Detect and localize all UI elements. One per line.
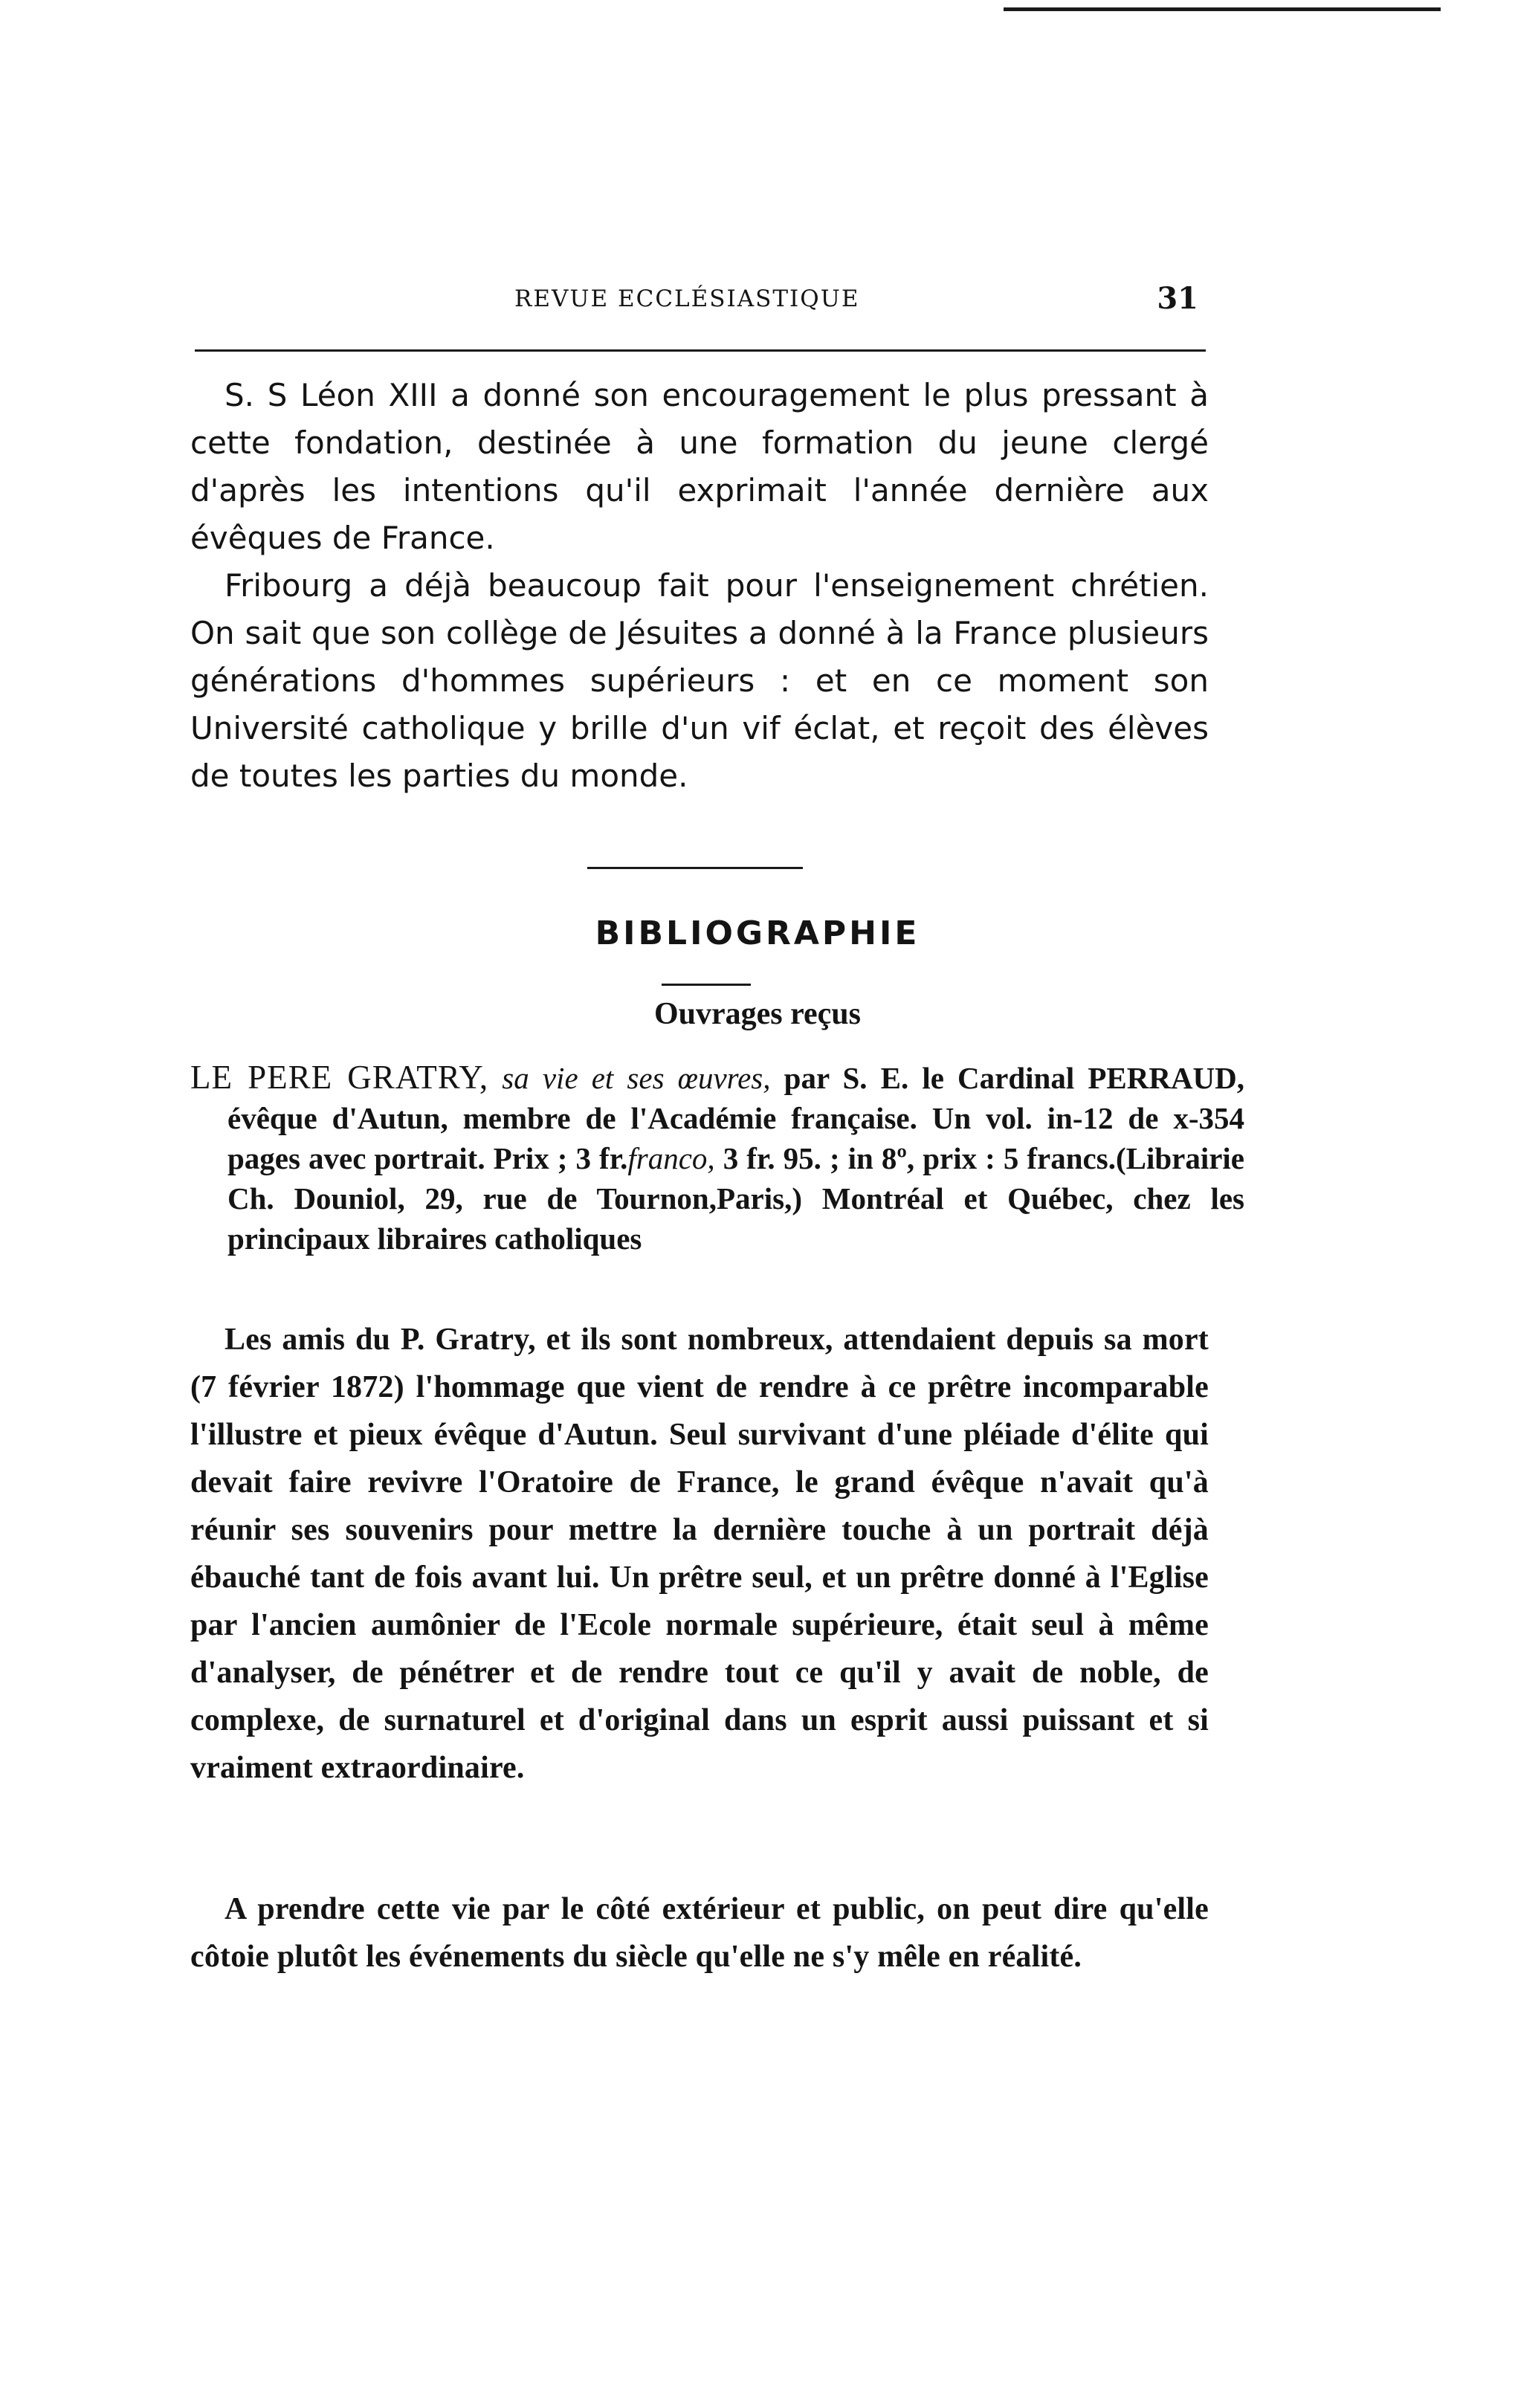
paragraph-fribourg: Fribourg a déjà beaucoup fait pour l'enseignement chrétien. On sait que son collège de Jésuites a donné à la France plusieurs générations d'hommes supérieurs : et en ce moment son Université catholique y brille d'un vif éclat, et reçoit des élèves de toutes les parties du monde. [190,567,1209,794]
title-underline [662,984,751,986]
section-subtitle: Ouvrages reçus [653,997,862,1031]
paragraph-leon-xiii: S. S Léon XIII a donné son encouragement le plus pressant à cette fondation, destinée à une formation du jeune clergé d'après les intentions qu'il exprimait l'année dernière aux évêques de France. [190,377,1209,556]
book-details-end: 3 fr. 95. ; in 8º, prix : 5 francs.(Librairie Ch. Douniol, 29, rue de Tournon,Paris,) Montréal et Québec, chez les principaux libraires catholiques [227,1141,1245,1256]
running-title: REVUE ECCLÉSIASTIQUE [514,285,860,312]
header-rule [195,349,1206,352]
book-title: LE PERE GRATRY, [190,1059,489,1096]
top-edge-rule [1004,7,1441,11]
paragraph-gratry: Les amis du P. Gratry, et ils sont nombreux, attendaient depuis sa mort (7 février 1872) l'hommage que vient de rendre à ce prêtre incomparable l'illustre et pieux évêque d'Autun. Seul survivant d'une pléiade d'élite qui devait faire revivre l'Oratoire de France, le grand évêque n'avait qu'à réunir ses souvenirs pour mettre la dernière touche à un portrait déjà ébauché tant de fois avant lui. Un prêtre seul, et un prêtre donné à l'Eglise par l'ancien aumônier de l'Ecole normale supérieure, était seul à même d'analyser, de pénétrer et de rendre tout ce qu'il y avait de noble, de complexe, de surnaturel et d'original dans un esprit aussi puissant et si vraiment extraordinaire. [190,1323,1209,1785]
paragraph-vie-publique: A prendre cette vie par le côté extérieur et public, on peut dire qu'elle côtoie plutôt les événements du siècle qu'elle ne s'y mêle en réalité. [190,1892,1209,1974]
section-divider [587,867,803,869]
book-franco: franco, [627,1141,715,1175]
bibliography-entry [190,1057,1244,1259]
page-header [195,281,1219,330]
book-subtitle: sa vie et ses œuvres, [502,1061,771,1095]
page-number: 31 [1157,281,1198,316]
book-details: par S. E. le Cardinal PERRAUD, évêque d'Autun, membre de l'Académie française. Un vol. in-12 de x-354 pages avec portrait. Prix ; 3 fr. [227,1061,1245,1175]
section-title: BIBLIOGRAPHIE [595,914,920,952]
